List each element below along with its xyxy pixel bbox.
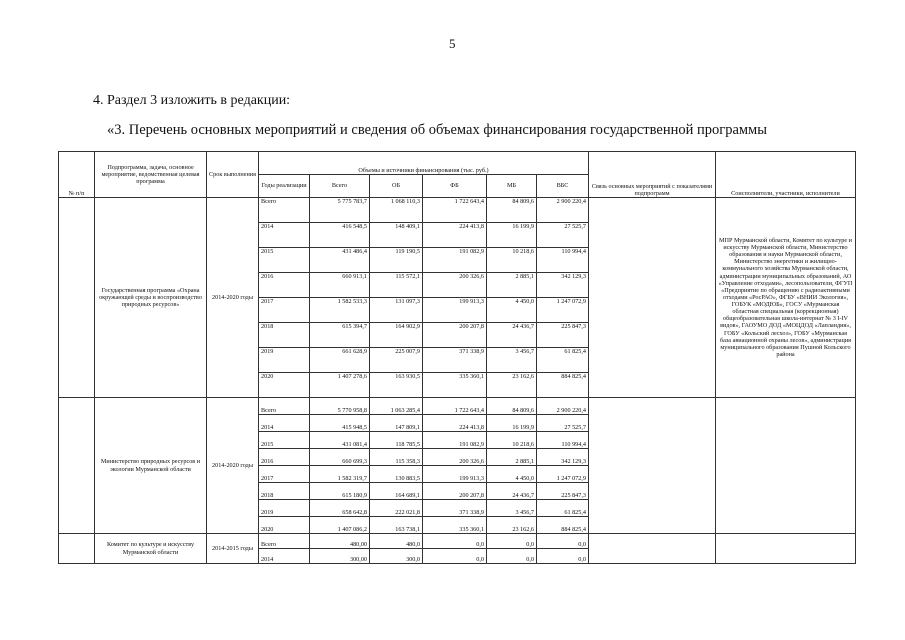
executors-cell <box>716 534 856 564</box>
fb-cell: 0,0 <box>423 534 487 549</box>
ob-cell: 131 097,3 <box>370 298 423 323</box>
fb-cell: 191 082,9 <box>423 248 487 273</box>
total-cell: 615 180,9 <box>310 483 370 500</box>
fb-cell: 199 913,3 <box>423 298 487 323</box>
header-vbs: ВБС <box>537 175 589 198</box>
table-caption: «3. Перечень основных мероприятий и сведения об объемах финансирования государственной программы <box>107 122 767 138</box>
header-program: Подпрограмма, задача, основное мероприятие, ведомственная целевая программа <box>95 152 207 198</box>
total-cell: 431 486,4 <box>310 248 370 273</box>
vbs-cell: 884 825,4 <box>537 373 589 398</box>
fb-cell: 224 413,8 <box>423 223 487 248</box>
link-cell <box>589 198 716 398</box>
mb-cell: 16 199,9 <box>487 415 537 432</box>
year-cell: 2020 <box>259 517 310 534</box>
funding-table <box>58 151 856 564</box>
total-cell: 660 699,3 <box>310 449 370 466</box>
mb-cell: 10 218,6 <box>487 248 537 273</box>
section-instruction: 4. Раздел 3 изложить в редакции: <box>93 93 291 108</box>
mb-cell: 2 885,1 <box>487 449 537 466</box>
ob-cell: 1 068 110,3 <box>370 198 423 223</box>
total-cell: 660 913,1 <box>310 273 370 298</box>
ob-cell: 147 809,1 <box>370 415 423 432</box>
mb-cell: 4 450,0 <box>487 298 537 323</box>
fb-cell: 371 338,9 <box>423 500 487 517</box>
mb-cell: 4 450,0 <box>487 466 537 483</box>
ob-cell: 1 063 285,4 <box>370 398 423 415</box>
year-cell: 2014 <box>259 549 310 564</box>
header-link: Связь основных мероприятий с показателями подпрограмм <box>589 152 716 198</box>
fb-cell: 200 207,8 <box>423 323 487 348</box>
header-executors: Соисполнители, участники, исполнители <box>716 152 856 198</box>
ob-cell: 164 689,1 <box>370 483 423 500</box>
total-cell: 661 628,9 <box>310 348 370 373</box>
mb-cell: 24 436,7 <box>487 483 537 500</box>
header-row <box>59 152 856 175</box>
row-num-cell <box>59 198 95 398</box>
vbs-cell: 0,0 <box>537 549 589 564</box>
total-cell: 300,00 <box>310 549 370 564</box>
header-years: Годы реализации <box>259 175 310 198</box>
row-num-cell <box>59 534 95 564</box>
mb-cell: 23 162,6 <box>487 517 537 534</box>
vbs-cell: 2 900 220,4 <box>537 398 589 415</box>
fb-cell: 1 722 643,4 <box>423 398 487 415</box>
mb-cell: 2 885,1 <box>487 273 537 298</box>
program-term: 2014-2020 годы <box>207 398 259 534</box>
ob-cell: 119 190,5 <box>370 248 423 273</box>
vbs-cell: 1 247 072,9 <box>537 298 589 323</box>
header-ob: ОБ <box>370 175 423 198</box>
year-cell: 2020 <box>259 373 310 398</box>
vbs-cell: 1 247 072,9 <box>537 466 589 483</box>
row-num-cell <box>59 398 95 534</box>
mb-cell: 84 809,6 <box>487 198 537 223</box>
table-row <box>59 398 856 415</box>
executors-cell <box>716 398 856 534</box>
year-cell: 2018 <box>259 323 310 348</box>
ob-cell: 130 883,5 <box>370 466 423 483</box>
vbs-cell: 61 825,4 <box>537 500 589 517</box>
mb-cell: 24 436,7 <box>487 323 537 348</box>
vbs-cell: 884 825,4 <box>537 517 589 534</box>
total-cell: 416 548,5 <box>310 223 370 248</box>
link-cell <box>589 534 716 564</box>
program-name: Государственная программа «Охрана окружающей среды и воспроизводство природных ресурсов» <box>95 198 207 398</box>
year-cell: 2019 <box>259 348 310 373</box>
table-row <box>59 534 856 549</box>
ob-cell: 118 785,5 <box>370 432 423 449</box>
fb-cell: 224 413,8 <box>423 415 487 432</box>
total-cell: 480,00 <box>310 534 370 549</box>
program-name: Министерство природных ресурсов и экологии Мурманской области <box>95 398 207 534</box>
fb-cell: 0,0 <box>423 549 487 564</box>
fb-cell: 1 722 643,4 <box>423 198 487 223</box>
program-term: 2014-2020 годы <box>207 198 259 398</box>
ob-cell: 163 930,5 <box>370 373 423 398</box>
ob-cell: 115 572,1 <box>370 273 423 298</box>
vbs-cell: 110 994,4 <box>537 432 589 449</box>
fb-cell: 200 207,8 <box>423 483 487 500</box>
year-cell: 2016 <box>259 273 310 298</box>
year-cell: 2018 <box>259 483 310 500</box>
total-cell: 1 407 278,6 <box>310 373 370 398</box>
total-cell: 615 394,7 <box>310 323 370 348</box>
ob-cell: 163 738,1 <box>370 517 423 534</box>
total-cell: 431 081,4 <box>310 432 370 449</box>
total-cell: 415 948,5 <box>310 415 370 432</box>
year-cell: 2019 <box>259 500 310 517</box>
total-cell: 1 582 319,7 <box>310 466 370 483</box>
program-name: Комитет по культуре и искусству Мурманской области <box>95 534 207 564</box>
year-cell: 2015 <box>259 432 310 449</box>
fb-cell: 199 913,3 <box>423 466 487 483</box>
total-cell: 1 582 533,3 <box>310 298 370 323</box>
page-number: 5 <box>449 36 456 51</box>
mb-cell: 16 199,9 <box>487 223 537 248</box>
year-cell: 2016 <box>259 449 310 466</box>
ob-cell: 115 358,3 <box>370 449 423 466</box>
program-term: 2014-2015 годы <box>207 534 259 564</box>
ob-cell: 222 021,8 <box>370 500 423 517</box>
link-cell <box>589 398 716 534</box>
fb-cell: 200 326,6 <box>423 449 487 466</box>
year-cell: Всего <box>259 534 310 549</box>
header-fb: ФБ <box>423 175 487 198</box>
year-cell: 2014 <box>259 223 310 248</box>
year-cell: 2017 <box>259 466 310 483</box>
year-cell: 2014 <box>259 415 310 432</box>
ob-cell: 480,0 <box>370 534 423 549</box>
ob-cell: 148 409,1 <box>370 223 423 248</box>
year-cell: Всего <box>259 198 310 223</box>
fb-cell: 191 082,9 <box>423 432 487 449</box>
total-cell: 658 642,8 <box>310 500 370 517</box>
header-num: № п/п <box>59 152 95 198</box>
fb-cell: 335 360,1 <box>423 373 487 398</box>
vbs-cell: 225 847,3 <box>537 323 589 348</box>
vbs-cell: 61 825,4 <box>537 348 589 373</box>
vbs-cell: 342 129,3 <box>537 449 589 466</box>
year-cell: 2017 <box>259 298 310 323</box>
executors-cell: МПР Мурманской области, Комитет по культуре и искусству Мурманской области, Министерство образования и науки Мурманской области, Министерство энергетики и жилищно-коммунального хозяйства Мурманской области, администрации муниципальных образований, АО «Управление отходами», лесопользователи, ФГУП «Предприятие по обращению с радиоактивными отходами «РосРАО», ФГБУ «ВНИИ Экология», ГОБУК «МОДЮБ», ГОСУ «Мурманская областная специальная (коррекционная) общеобразовательная школа-интернат № 3 I-IV видов», ГАОУМО ДОД «МОЦДОД «Лапландия», ГОБУ «Кольский лесхоз», ГОБУ «Мурманская база авиационной охраны лесов», администрация муниципального образования Пушной Кольского района <box>716 198 856 398</box>
vbs-cell: 225 847,3 <box>537 483 589 500</box>
header-term: Срок выполнения <box>207 152 259 198</box>
vbs-cell: 27 525,7 <box>537 223 589 248</box>
total-cell: 5 770 958,8 <box>310 398 370 415</box>
vbs-cell: 110 994,4 <box>537 248 589 273</box>
ob-cell: 225 007,9 <box>370 348 423 373</box>
vbs-cell: 342 129,3 <box>537 273 589 298</box>
vbs-cell: 27 525,7 <box>537 415 589 432</box>
vbs-cell: 0,0 <box>537 534 589 549</box>
mb-cell: 84 809,6 <box>487 398 537 415</box>
header-total: Всего <box>310 175 370 198</box>
year-cell: 2015 <box>259 248 310 273</box>
mb-cell: 0,0 <box>487 549 537 564</box>
table-row <box>59 198 856 223</box>
total-cell: 1 407 086,2 <box>310 517 370 534</box>
mb-cell: 0,0 <box>487 534 537 549</box>
fb-cell: 371 338,9 <box>423 348 487 373</box>
total-cell: 5 775 783,7 <box>310 198 370 223</box>
mb-cell: 3 456,7 <box>487 500 537 517</box>
mb-cell: 3 456,7 <box>487 348 537 373</box>
mb-cell: 23 162,6 <box>487 373 537 398</box>
ob-cell: 164 902,9 <box>370 323 423 348</box>
fb-cell: 200 326,6 <box>423 273 487 298</box>
vbs-cell: 2 900 220,4 <box>537 198 589 223</box>
header-funding: Объемы и источники финансирования (тыс. руб.) <box>259 152 589 175</box>
fb-cell: 335 360,1 <box>423 517 487 534</box>
mb-cell: 10 218,6 <box>487 432 537 449</box>
header-mb: МБ <box>487 175 537 198</box>
ob-cell: 300,0 <box>370 549 423 564</box>
year-cell: Всего <box>259 398 310 415</box>
